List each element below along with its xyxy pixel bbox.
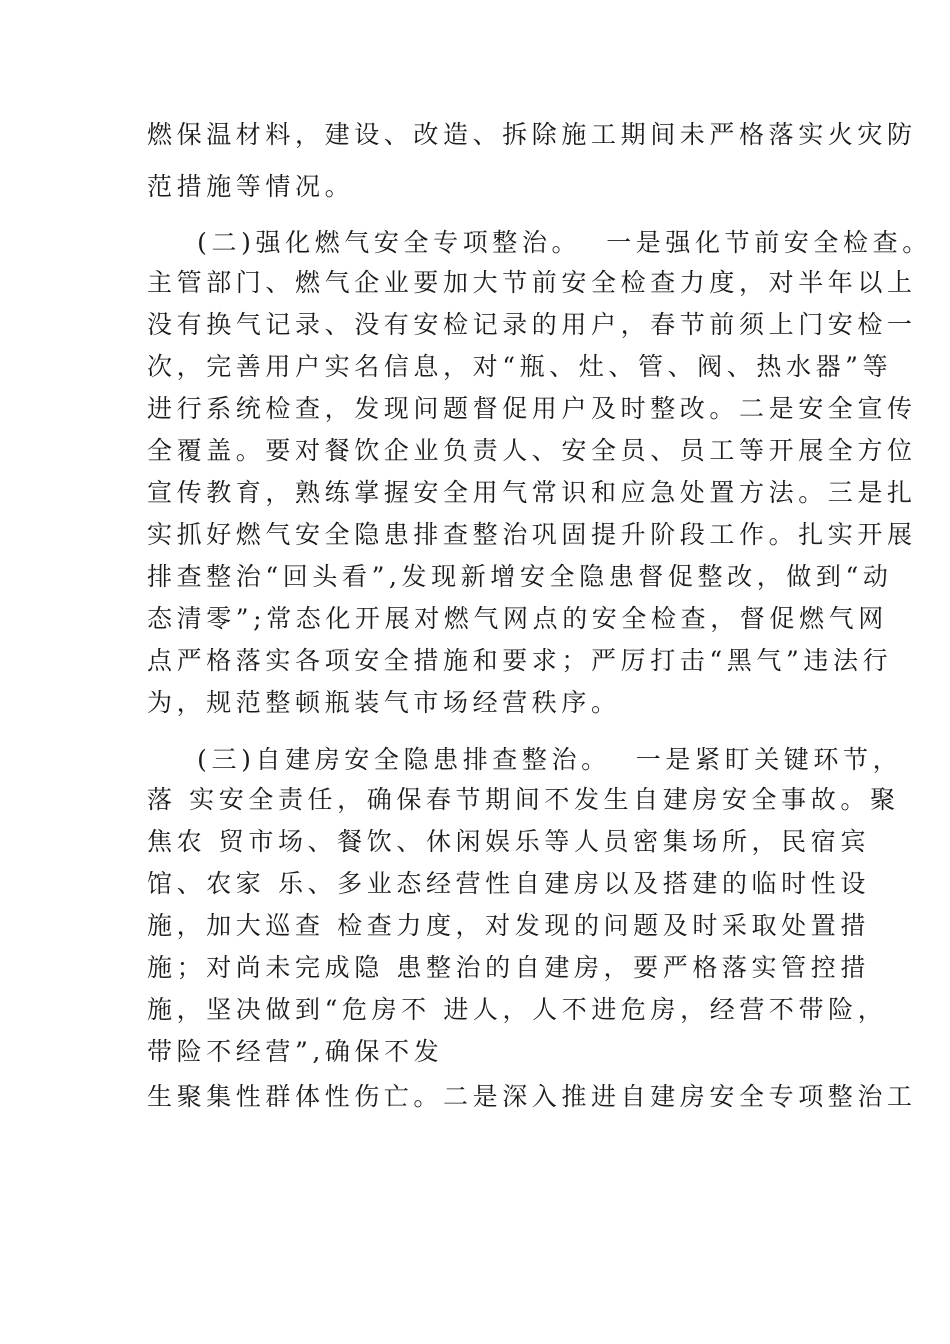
text-line: 落 实安全责任，确保春节期间不发生自建房安全事故。聚	[147, 785, 900, 814]
text-line: 带险不经营”,确保不发	[147, 1037, 444, 1066]
text-line: 宣传教育，熟练掌握安全用气常识和应急处置方法。三是扎	[147, 478, 917, 507]
text-line: 生聚集性群体性伤亡。二是深入推进自建房安全专项整治工	[147, 1082, 917, 1111]
text-line: 排查整治“回头看”,发现新增安全隐患督促整改，做到“动	[147, 562, 893, 591]
text-line: 为，规范整顿瓶装气市场经营秩序。	[147, 688, 621, 717]
text-line: 进行系统检查，发现问题督促用户及时整改。二是安全宣传	[147, 394, 917, 423]
text-line: 施；对尚未完成隐 患整治的自建房，要严格落实管控措	[147, 953, 870, 982]
text-line: 施，坚决做到“危房不 进人，人不进危房，经营不带险，	[147, 995, 888, 1024]
text-line: 焦农 贸市场、餐饮、休闲娱乐等人员密集场所，民宿宾	[147, 827, 870, 856]
text-line: 范措施等情况。	[147, 172, 355, 201]
text-line: 燃保温材料，建设、改造、拆除施工期间未严格落实火灾防	[147, 120, 917, 149]
text-line: 点严格落实各项安全措施和要求；严厉打击“黑气”违法行	[147, 646, 893, 675]
text-line: 实抓好燃气安全隐患排查整治巩固提升阶段工作。扎实开展	[147, 520, 917, 549]
text-line: 次，完善用户实名信息，对“瓶、灶、管、阀、热水器”等	[147, 352, 893, 381]
section-heading-3: (三)自建房安全隐患排查整治。 一是紧盯关键环节，	[147, 745, 903, 774]
text-line: 全覆盖。要对餐饮企业负责人、安全员、员工等开展全方位	[147, 436, 917, 465]
text-line: 态清零”;常态化开展对燃气网点的安全检查，督促燃气网	[147, 604, 888, 633]
text-line: 没有换气记录、没有安检记录的用户，春节前须上门安检一	[147, 310, 917, 339]
text-line: 施，加大巡查 检查力度，对发现的问题及时采取处置措	[147, 911, 870, 940]
text-line: 主管部门、燃气企业要加大节前安全检查力度，对半年以上	[147, 268, 917, 297]
text-line: 馆、农家 乐、多业态经营性自建房以及搭建的临时性设	[147, 869, 870, 898]
section-heading-2: (二)强化燃气安全专项整治。 一是强化节前安全检查。	[147, 228, 932, 257]
